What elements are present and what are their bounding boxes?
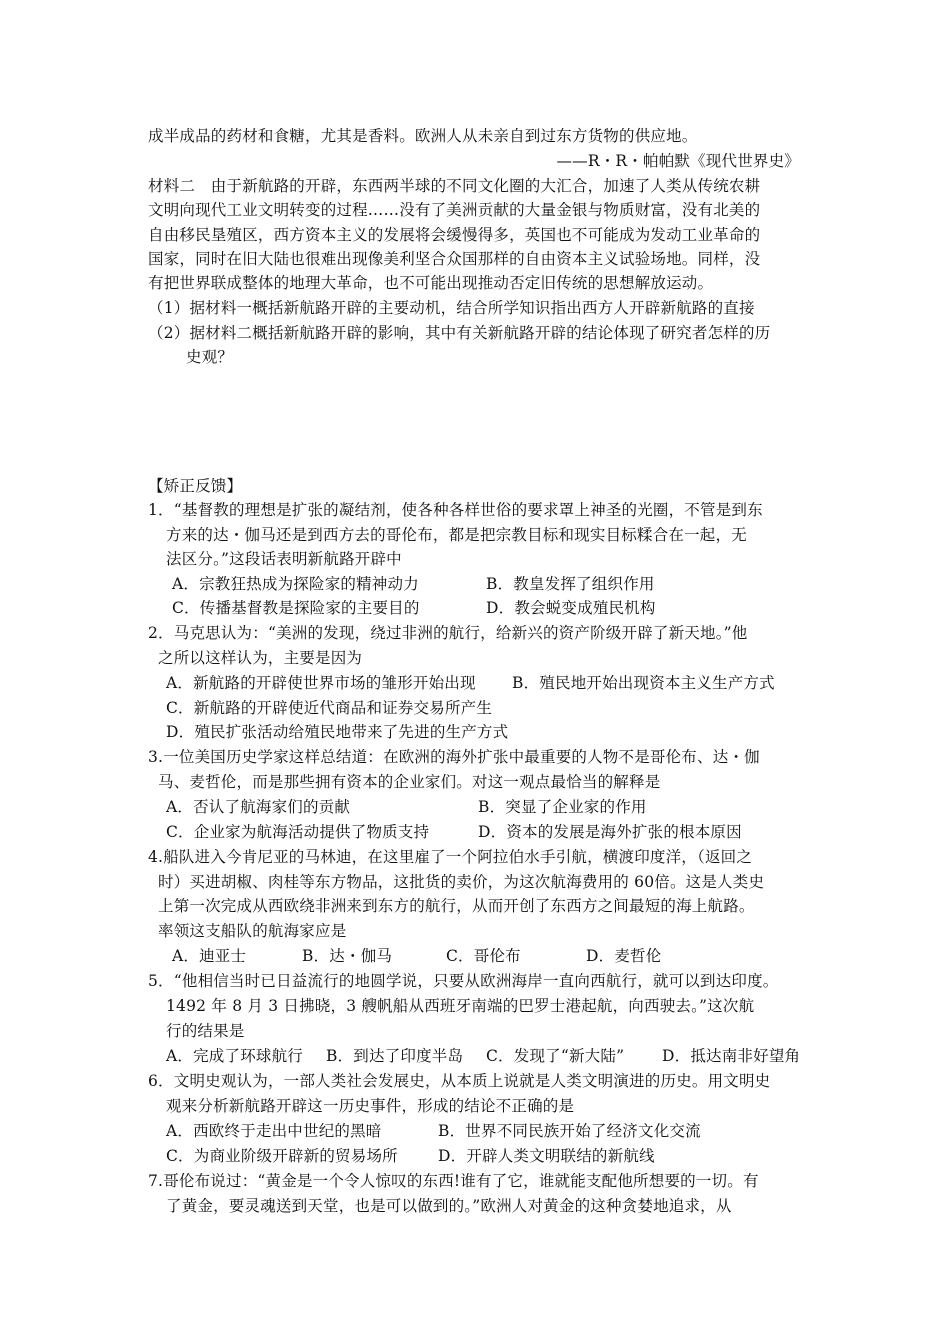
item-2-option-a: A．新航路的开辟使世界市场的雏形开始出现 <box>166 674 476 692</box>
material1-tail: 成半成品的药材和食糖，尤其是香料。欧洲人从未亲自到过东方货物的供应地。 <box>148 127 698 145</box>
material2-line: 文明向现代工业文明转变的过程……没有了美洲贡献的大量金银与物质财富，没有北美的 <box>148 201 761 219</box>
item-1-stem: 1．“基督教的理想是扩张的凝结剂，使各种各样世俗的要求罩上神圣的光圈，不管是到东 <box>148 501 763 519</box>
item-4-stem: 时）买进胡椒、肉桂等东方物品，这批货的卖价，为这次航海费用的 60倍。这是人类史 <box>158 873 765 891</box>
item-2-stem: 2．马克思认为：“美洲的发现，绕过非洲的航行，给新兴的资产阶级开辟了新天地。”他 <box>148 624 748 642</box>
item-6-option-d: D．开辟人类文明联结的新航线 <box>438 1147 655 1165</box>
item-4-stem: 上第一次完成从西欧绕非洲来到东方的航行，从而开创了东西方之间最短的海上航路。 <box>158 897 755 915</box>
item-2-option-c: C．新航路的开辟使近代商品和证券交易所产生 <box>166 699 493 717</box>
material2-line: 国家，同时在旧大陆也很难出现像美利坚合众国那样的自由资本主义试验场地。同样，没 <box>148 250 761 268</box>
item-3-stem: 马、麦哲伦，而是那些拥有资本的企业家们。对这一观点最恰当的解释是 <box>158 773 661 791</box>
material2-line: 材料二 由于新航路的开辟，东西两半球的不同文化圈的大汇合，加速了人类从传统农耕 <box>148 177 761 195</box>
item-4-stem: 4.船队进入今肯尼亚的马林迪，在这里雇了一个阿拉伯水手引航，横渡印度洋，（返回之 <box>148 848 753 866</box>
material1-source: ——R・R・帕帕默《现代世界史》 <box>556 152 800 170</box>
item-5-stem: 5．“他相信当时已日益流行的地圆学说，只要从欧洲海岸一直向西航行，就可以到达印度。 <box>148 972 779 990</box>
question-2: （2）据材料二概括新航路开辟的影响，其中有关新航路开辟的结论体现了研究者怎样的历 <box>148 324 771 342</box>
item-1-option-a: A．宗教狂热成为探险家的精神动力 <box>172 575 419 593</box>
item-6-stem: 观来分析新航路开辟这一历史事件，形成的结论不正确的是 <box>166 1097 575 1115</box>
item-3-option-a: A．否认了航海家们的贡献 <box>166 798 351 816</box>
item-2-stem: 之所以这样认为，主要是因为 <box>158 649 363 667</box>
item-2-option-b: B．殖民地开始出现资本主义生产方式 <box>512 674 775 692</box>
item-6-option-b: B．世界不同民族开始了经济文化交流 <box>438 1122 701 1140</box>
item-7-stem: 了黄金，要灵魂送到天堂，也是可以做到的。”欧洲人对黄金的这种贪婪地追求，从 <box>166 1197 732 1215</box>
item-6-stem: 6．文明史观认为，一部人类社会发展史，从本质上说就是人类文明演进的历史。用文明史 <box>148 1072 771 1090</box>
item-6-option-c: C．为商业阶级开辟新的贸易场所 <box>166 1147 398 1165</box>
item-3-option-d: D．资本的发展是海外扩张的根本原因 <box>478 823 742 841</box>
item-3-option-b: B．突显了企业家的作用 <box>478 798 647 816</box>
item-4-option-c: C．哥伦布 <box>446 947 521 965</box>
item-4-option-a: A．迪亚士 <box>172 947 247 965</box>
item-5-option-b: B．到达了印度半岛 <box>326 1047 464 1065</box>
item-1-option-d: D．教会蜕变成殖民机构 <box>486 599 656 617</box>
item-4-option-d: D．麦哲伦 <box>586 947 662 965</box>
question-1: （1）据材料一概括新航路开辟的主要动机，结合所学知识指出西方人开辟新航路的直接 <box>148 299 755 317</box>
item-1-option-b: B．教皇发挥了组织作用 <box>486 575 655 593</box>
material2-line: 自由移民垦殖区，西方资本主义的发展将会缓慢得多，英国也不可能成为发动工业革命的 <box>148 226 761 244</box>
item-2-option-d: D．殖民扩张活动给殖民地带来了先进的生产方式 <box>166 723 509 741</box>
item-1-option-c: C．传播基督教是探险家的主要目的 <box>172 599 420 617</box>
item-6-option-a: A．西欧终于走出中世纪的黑暗 <box>166 1122 382 1140</box>
item-5-option-a: A．完成了环球航行 <box>166 1047 303 1065</box>
item-5-stem: 1492 年 8 月 3 日拂晓，3 艘帆船从西班牙南端的巴罗士港起航，向西驶去。”这次航 <box>166 997 755 1015</box>
feedback-heading: 【矫正反馈】 <box>148 477 243 495</box>
item-5-option-d: D．抵达南非好望角 <box>662 1047 801 1065</box>
item-1-stem: 方来的达・伽马还是到西方去的哥伦布，都是把宗教目标和现实目标糅合在一起，无 <box>166 526 747 544</box>
material2-line: 有把世界联成整体的地理大革命，也不可能出现推动否定旧传统的思想解放运动。 <box>148 274 714 292</box>
item-3-option-c: C．企业家为航海活动提供了物质支持 <box>166 823 430 841</box>
item-7-stem: 7.哥伦布说过：“黄金是一个令人惊叹的东西!谁有了它，谁就能支配他所想要的一切。有 <box>148 1172 759 1190</box>
item-4-stem: 率领这支船队的航海家应是 <box>158 922 347 940</box>
question-2-continued: 史观？ <box>186 348 234 366</box>
item-1-stem: 法区分。”这段话表明新航路开辟中 <box>166 550 402 568</box>
item-5-stem: 行的结果是 <box>166 1022 245 1040</box>
item-4-option-b: B．达・伽马 <box>302 947 393 965</box>
item-3-stem: 3.一位美国历史学家这样总结道：在欧洲的海外扩张中最重要的人物不是哥伦布、达・伽 <box>148 748 760 766</box>
item-5-option-c: C．发现了“新大陆” <box>486 1047 625 1065</box>
